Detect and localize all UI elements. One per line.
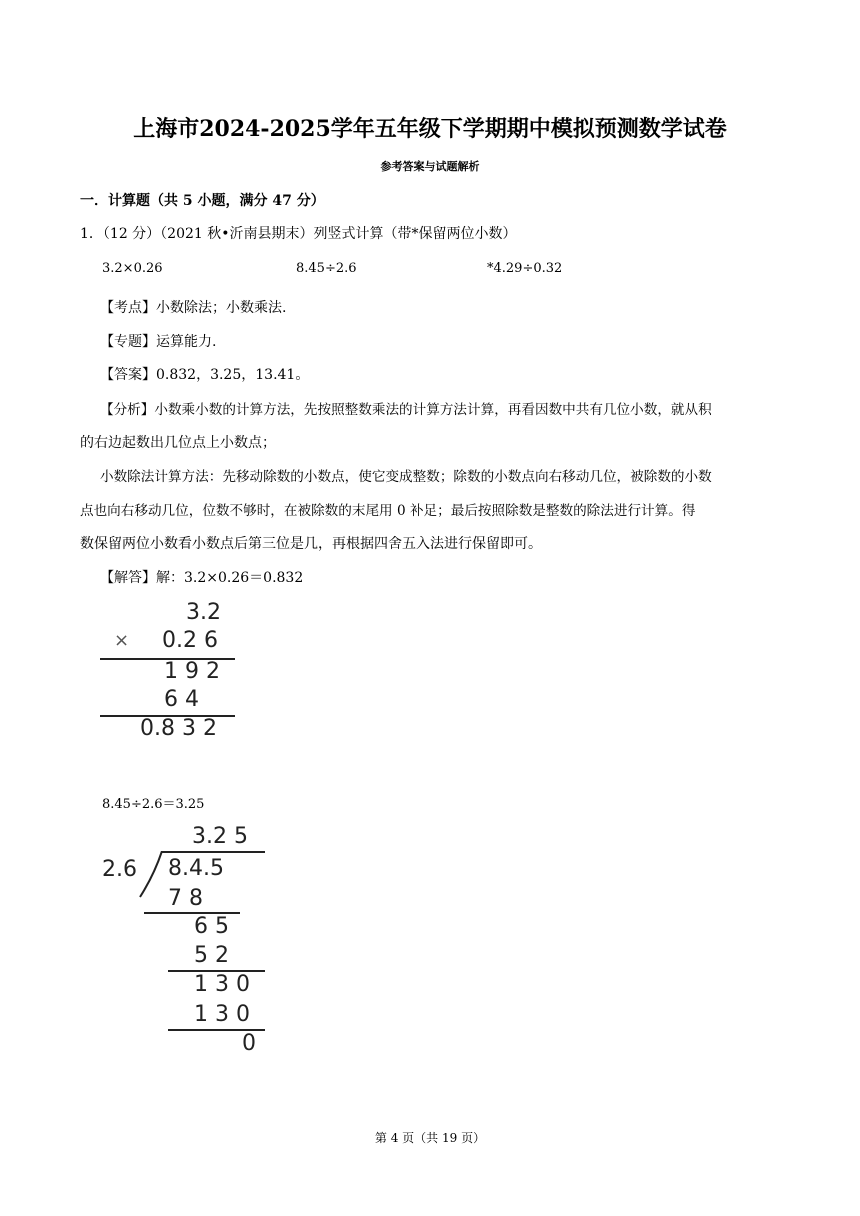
analysis-line-1: 【分析】小数乘小数的计算方法，先按照整数乘法的计算方法计算，再看因数中共有几位小数，就从积 [100, 402, 712, 418]
division-step-remainder-2: 1 3 0 [194, 972, 250, 997]
page-number-footer: 第 4 页（共 19 页） [374, 1131, 486, 1145]
question-stem: 1．（12 分）（2021 秋•沂南县期末）列竖式计算（带*保留两位小数） [80, 226, 517, 242]
division-divisor: 2.6 [102, 857, 137, 882]
analysis-line-3: 小数除法计算方法：先移动除数的小数点，使它变成整数；除数的小数点向右移动几位，被除数的小数 [100, 469, 712, 485]
division-quotient: 3.2 5 [192, 824, 248, 849]
mult-partial-1: 1 9 2 [164, 659, 220, 684]
zhuanti-line: 【专题】运算能力. [100, 334, 217, 350]
solution-line: 【解答】解：3.2×0.26＝0.832 [100, 570, 304, 586]
mult-partial-2: 6 4 [164, 687, 199, 712]
expression-3: *4.29÷0.32 [487, 261, 563, 276]
page-subtitle: 参考答案与试题解析 [380, 160, 480, 173]
answer-line: 【答案】0.832，3.25，13.41。 [100, 367, 310, 383]
kaodian-line: 【考点】小数除法；小数乘法. [100, 300, 287, 316]
expression-2: 8.45÷2.6 [296, 261, 357, 276]
division-step-remainder-1: 6 5 [194, 914, 229, 939]
page-title: 上海市2024-2025学年五年级下学期期中模拟预测数学试卷 [133, 116, 727, 142]
division-dividend: 8.4.5 [168, 856, 224, 881]
division-step-subtract-3: 1 3 0 [194, 1002, 250, 1027]
division-bracket-curve [134, 851, 164, 899]
mult-factor-1: 3.2 [186, 600, 221, 625]
analysis-line-4: 点也向右移动几位，位数不够时，在被除数的末尾用 0 补足；最后按照除数是整数的除法进行计算。得 [80, 503, 696, 519]
multiplication-calc [100, 595, 240, 745]
division-step-subtract-1: 7 8 [168, 886, 203, 911]
mult-product: 0.8 3 2 [140, 716, 217, 741]
long-division-calc [100, 820, 280, 1060]
division-final-remainder: 0 [242, 1031, 256, 1056]
analysis-line-2: 的右边起数出几位点上小数点； [80, 435, 276, 451]
division-bracket-top [162, 851, 265, 853]
section-heading: 一．计算题（共 5 小题，满分 47 分） [80, 193, 325, 209]
expression-1: 3.2×0.26 [102, 261, 163, 276]
division-step-subtract-2: 5 2 [194, 943, 229, 968]
multiply-sign: × [114, 630, 130, 651]
analysis-line-5: 数保留两位小数看小数点后第三位是几，再根据四舍五入法进行保留即可。 [80, 536, 542, 552]
division-equation: 8.45÷2.6＝3.25 [102, 797, 205, 812]
mult-factor-2: 0.2 6 [162, 628, 218, 653]
